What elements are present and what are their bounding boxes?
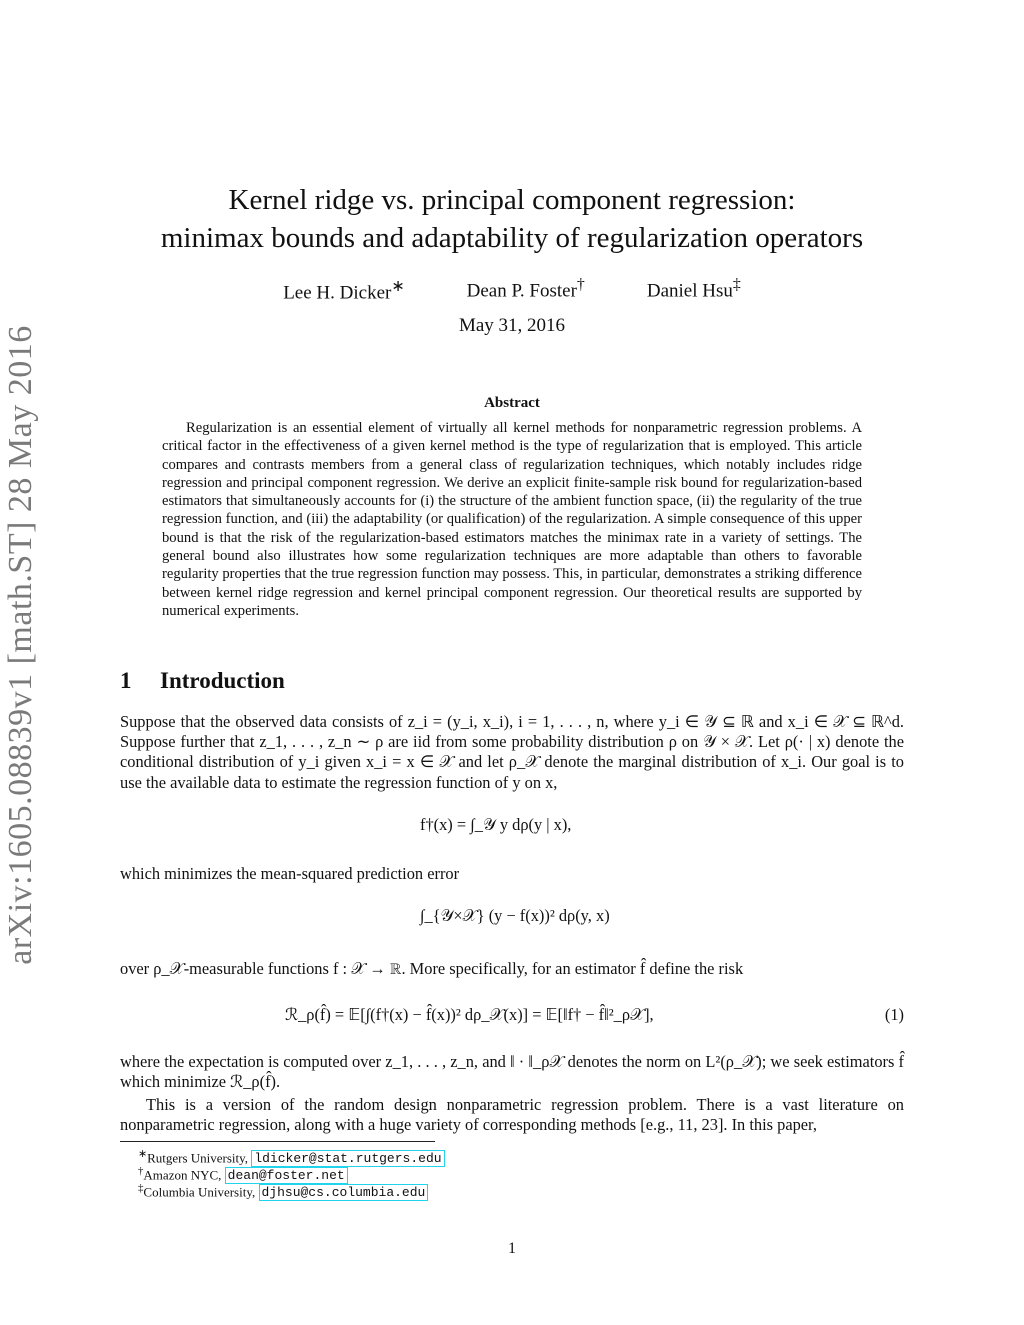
abstract-body: [162, 419, 862, 620]
author-1: Lee H. Dicker∗: [283, 278, 405, 304]
paper-title-line-1: Kernel ridge vs. principal component regression:: [228, 184, 796, 216]
author-2: Dean P. Foster†: [466, 276, 585, 302]
author-3: Daniel Hsu‡: [646, 276, 741, 302]
page-number: 1: [508, 1240, 516, 1257]
footnote-1: ∗Rutgers University, ldicker@stat.rutgers.edu: [138, 1146, 445, 1167]
intro-paragraph-3: over ρ_𝒳-measurable functions f : 𝒳 → ℝ. More specifically, for an estimator f̂ define the risk: [120, 959, 744, 978]
paper-title-line-2: minimax bounds and adaptability of regularization operators: [160, 222, 864, 254]
email-link-foster[interactable]: dean@foster.net: [225, 1167, 348, 1184]
intro-paragraph-5: This is a version of the random design nonparametric regression problem. There is a vast literature on nonparametric regression, along with a huge variety of corresponding methods [e.g., 11, 23]. In this paper,: [120, 1095, 904, 1135]
section-heading: [120, 668, 285, 694]
footnote-rule: [120, 1141, 435, 1142]
equation-mean-squared-error: ∫_{𝒴×𝒳} (y − f(x))² dρ(y, x): [420, 906, 610, 925]
intro-paragraph-2: which minimizes the mean-squared prediction error: [120, 864, 460, 883]
email-link-dicker[interactable]: ldicker@stat.rutgers.edu: [251, 1150, 444, 1167]
email-link-hsu[interactable]: djhsu@cs.columbia.edu: [259, 1184, 429, 1201]
equation-number: (1): [884, 1005, 904, 1024]
author-list: [0, 276, 1024, 304]
abstract-heading: Abstract: [484, 395, 540, 411]
intro-paragraph-1: Suppose that the observed data consists of z_i = (y_i, x_i), i = 1, . . . , n, where y_i ∈ 𝒴 ⊆ ℝ and x_i ∈ 𝒳 ⊆ ℝ^d. Suppose further that z_1, . . . , z_n ∼ ρ are iid from some probability distribution ρ on 𝒴 × 𝒳. Let ρ(· | x) denote the conditional distribution of y_i given x_i = x ∈ 𝒳 and let ρ_𝒳 denote the marginal distribution of x_i. Our goal is to use the available data to estimate the regression function of y on x,: [120, 712, 904, 792]
intro-paragraph-4: where the expectation is computed over z_1, . . . , z_n, and ‖ · ‖_ρ𝒳 denotes the norm on L²(ρ_𝒳); we seek estimators f̂ which minimize ℛ_ρ(f̂).: [120, 1052, 904, 1092]
arxiv-identifier-sidebar: arXiv:1605.08839v1 [math.ST] 28 May 2016: [2, 325, 39, 965]
abstract-text: Regularization is an essential element of virtually all kernel methods for nonparametric regression problems. A critical factor in the effectiveness of a given kernel method is the type of regularization that is employed. This article compares and contrasts members from a general class of regularization techniques, which notably includes ridge regression and principal component regression. We derive an explicit finite-sample risk bound for regularization-based estimators that simultaneously accounts for (i) the structure of the ambient function space, (ii) the regularity of the true regression function, and (iii) the adaptability (or qualification) of the regularization. A simple consequence of this upper bound is that the risk of the regularization-based estimators matches the minimax rate in a variety of settings. The general bound also illustrates how some regularization techniques are more adaptable than others to favorable regularity properties that the true regression function may possess. This, in particular, demonstrates a striking difference between kernel ridge regression and kernel principal component regression. Our theoretical results are supported by numerical experiments.: [162, 420, 862, 619]
footnote-3: ‡Columbia University, djhsu@cs.columbia.edu: [138, 1180, 428, 1201]
footnote-2: †Amazon NYC, dean@foster.net: [138, 1163, 348, 1184]
equation-risk: ℛ_ρ(f̂) = 𝔼[∫(f†(x) − f̂(x))² dρ_𝒳(x)] = 𝔼[‖f† − f̂‖²_ρ𝒳],: [285, 1005, 654, 1024]
equation-regression-function: f†(x) = ∫_𝒴 y dρ(y | x),: [420, 815, 572, 834]
section-title: Introduction: [160, 668, 285, 693]
paper-date: May 31, 2016: [458, 315, 566, 336]
section-number: 1: [120, 668, 132, 693]
